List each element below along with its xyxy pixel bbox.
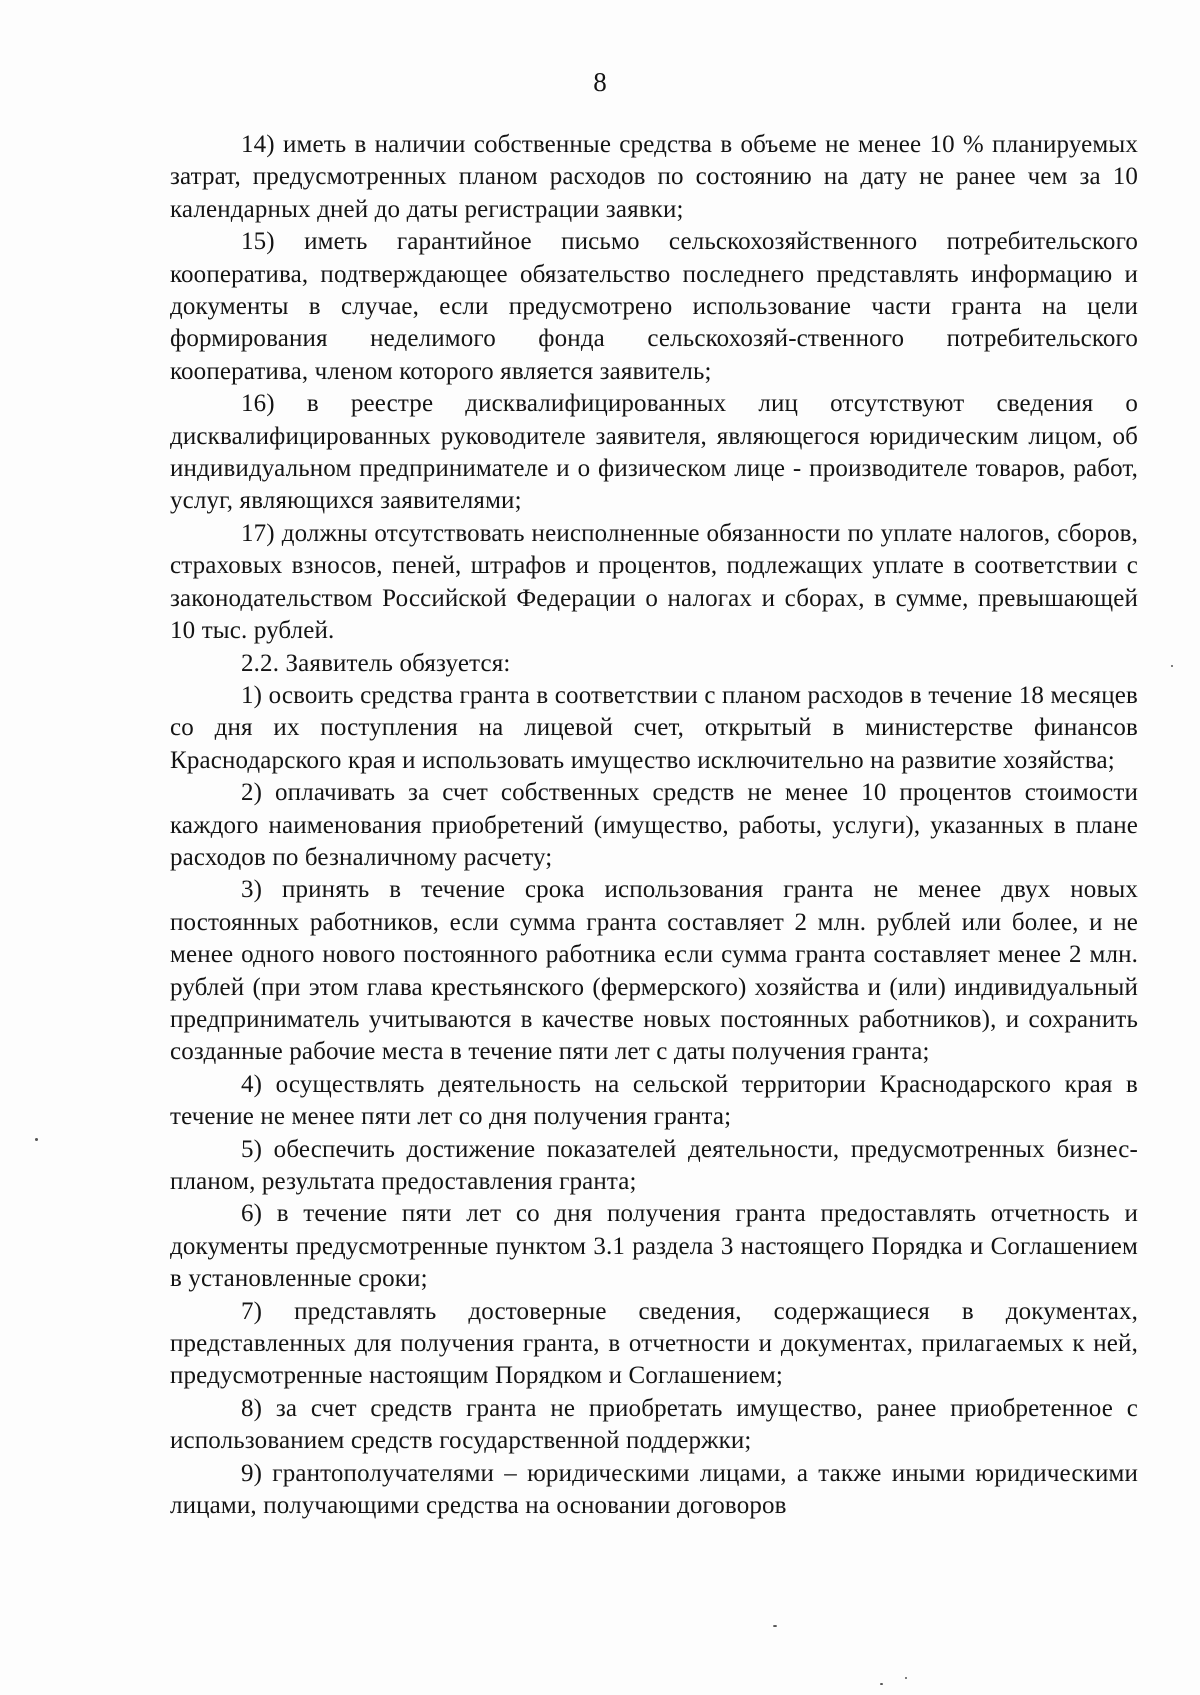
paragraph-16: 16) в реестре дисквалифицированных лиц отсутствуют сведения о дисквалифицированных руководителе заявителя, являющегося юридическим лицом, об индивидуальном предпринимателе и о физическом лице - производителе товаров, работ, услуг, являющихся заявителями; xyxy=(170,390,1138,515)
obligation-8: 8) за счет средств гранта не приобретать имущество, ранее приобретенное с использованием средств государственной поддержки; xyxy=(170,1394,1138,1455)
obligation-6: 6) в течение пяти лет со дня получения гранта предоставлять отчетность и документы предусмотренные пунктом 3.1 раздела 3 настоящего Порядка и Соглашением в установленные сроки; xyxy=(170,1200,1138,1293)
scan-speck xyxy=(880,1683,883,1685)
obligation-9: 9) грантополучателями – юридическими лицами, а также иными юридическими лицами, получающими средства на основании договоров xyxy=(170,1459,1138,1520)
obligation-2: 2) оплачивать за счет собственных средств не менее 10 процентов стоимости каждого наименования приобретений (имущество, работы, услуги), указанных в плане расходов по безналичному расчету; xyxy=(170,779,1138,871)
scan-speck xyxy=(773,1625,777,1627)
section-heading-2-2: 2.2. Заявитель обязуется: xyxy=(241,649,511,677)
obligation-4: 4) осуществлять деятельность на сельской территории Краснодарского края в течение не менее пяти лет со дня получения гранта; xyxy=(170,1070,1138,1131)
page-number: 8 xyxy=(593,67,607,97)
scan-speck xyxy=(905,1677,907,1679)
obligation-7: 7) представлять достоверные сведения, содержащиеся в документах, представленных для получения гранта, в отчетности и документах, прилагаемых к ней, предусмотренные настоящим Порядком и Соглашением; xyxy=(170,1297,1138,1390)
paragraph-17: 17) должны отсутствовать неисполненные обязанности по уплате налогов, сборов, страховых взносов, пеней, штрафов и процентов, подлежащих уплате в соответствии с законодательством Российской Федерации о налогах и сборах, в сумме, превышающей 10 тыс. рублей. xyxy=(170,519,1138,645)
paragraph-15: 15) иметь гарантийное письмо сельскохозяйственного потребительского кооператива, подтверждающее обязательство последнего представлять информацию и документы в случае, если предусмотрено использование части гранта на цели формирования неделимого фонда сельскохозяй-ственного потребительского кооператива, членом которого является заявитель; xyxy=(170,228,1138,385)
obligation-3: 3) принять в течение срока использования гранта не менее двух новых постоянных работников, если сумма гранта составляет 2 млн. рублей или более, и не менее одного нового постоянного работника если сумма гранта составляет менее 2 млн. рублей (при этом глава крестьянского (фермерского) хозяйства и (или) индивидуальный предприниматель учитываются в качестве новых постоянных работников), и сохранить созданные рабочие места в течение пяти лет с даты получения гранта; xyxy=(170,876,1138,1066)
obligation-5: 5) обеспечить достижение показателей деятельности, предусмотренных бизнес-планом, результата предоставления гранта; xyxy=(170,1135,1138,1195)
scan-speck xyxy=(1171,665,1173,667)
paragraph-14: 14) иметь в наличии собственные средства в объеме не менее 10 % планируемых затрат, предусмотренных планом расходов по состоянию на дату не ранее чем за 10 календарных дней до даты регистрации заявки; xyxy=(170,131,1138,223)
document-body xyxy=(170,129,1138,1522)
scan-speck xyxy=(35,1138,38,1141)
obligation-1: 1) освоить средства гранта в соответствии с планом расходов в течение 18 месяцев со дня их поступления на лицевой счет, открытый в министерстве финансов Краснодарского края и использовать имущество исключительно на развитие хозяйства; xyxy=(170,681,1138,774)
